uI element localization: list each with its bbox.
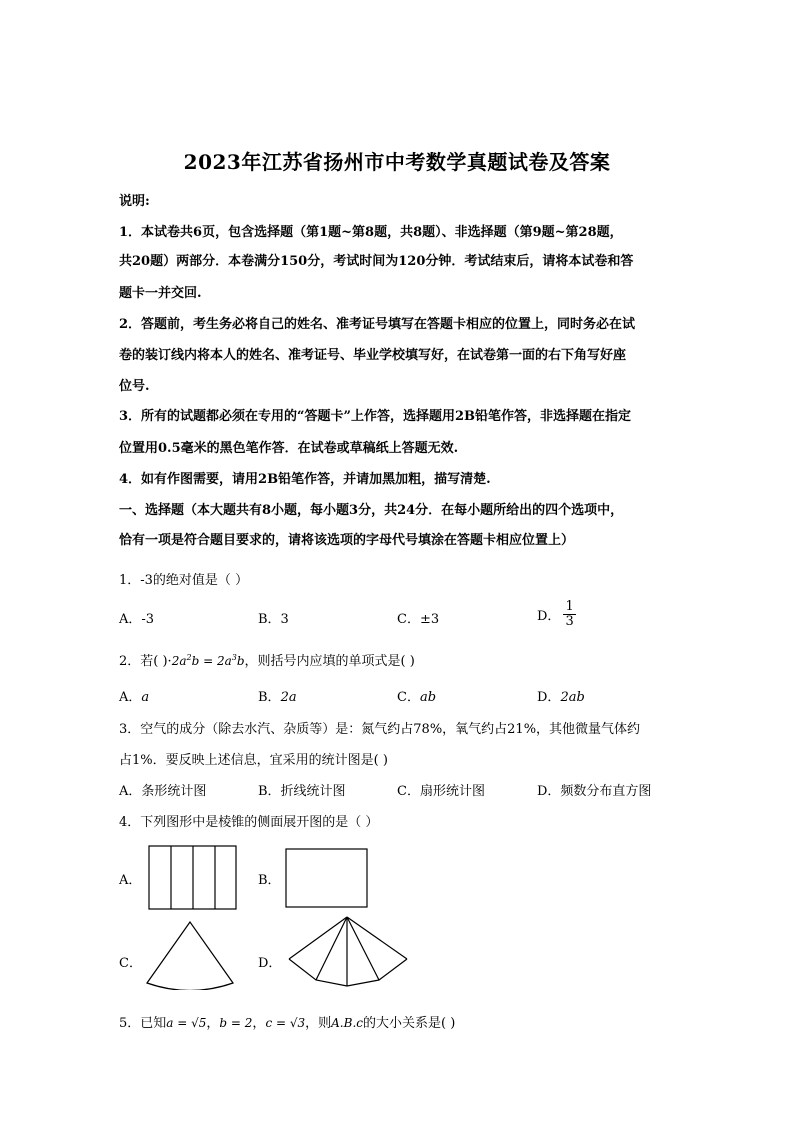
- section1-line2: 恰有一项是符合题目要求的，请将该选项的字母代号填涂在答题卡相应位置上）: [119, 533, 575, 548]
- q2-stem: [119, 650, 415, 669]
- figure-b-rectangle: [286, 849, 367, 907]
- q1-option-d-label: D．: [537, 609, 561, 624]
- q2-option-b: [258, 686, 297, 705]
- q2-expression: [172, 654, 245, 668]
- q5-math-a: a = √5: [166, 1016, 207, 1030]
- figure-d-fan: [289, 917, 407, 986]
- intro-p4: 4．如有作图需要，请用2B铅笔作答，并请加黑加粗，描写清楚.: [119, 472, 491, 487]
- q2-expr-sup1: 2: [186, 653, 192, 662]
- q4-figure-c: [140, 920, 240, 990]
- q2-option-d-value: 2ab: [560, 690, 585, 705]
- q2-expr-part2: b = 2a: [191, 654, 232, 668]
- q5-stem-middle: ，则: [305, 1016, 332, 1031]
- q3-option-c: C．扇形统计图: [397, 784, 485, 799]
- intro-p2-line2: 卷的装订线内将本人的姓名、准考证号、毕业学校填写好，在试卷第一面的右下角写好座: [119, 348, 627, 363]
- q4-figure-a: [148, 845, 238, 911]
- q3-option-d: D．频数分布直方图: [537, 784, 652, 799]
- q2-option-a-label: A．: [119, 690, 142, 705]
- q2-expr-sup2: 3: [231, 653, 237, 662]
- q2-expr-part3: b: [236, 654, 245, 668]
- q2-option-a: [119, 686, 149, 705]
- intro-p2-line3: 位号.: [119, 379, 150, 394]
- q4-figure-d: [283, 915, 413, 990]
- q2-option-c-label: C．: [397, 690, 420, 705]
- q1-option-d: [537, 600, 576, 629]
- q4-option-c-label: C．: [119, 956, 142, 971]
- q5-stem-suffix: 的大小关系是( ): [362, 1016, 456, 1031]
- q5-math-c: c = √3: [265, 1016, 306, 1030]
- q2-option-b-label: B．: [258, 690, 281, 705]
- q1-stem: 1．-3的绝对值是（ ）: [119, 573, 249, 588]
- q1-option-d-fraction: [563, 600, 575, 629]
- q1-option-a: A．-3: [119, 612, 155, 627]
- q1-option-b: B．3: [258, 612, 289, 627]
- q4-option-d-label: D．: [258, 956, 282, 971]
- q4-option-a-label: A．: [119, 873, 142, 888]
- intro-label: 说明:: [119, 194, 150, 209]
- q2-option-d: [537, 686, 585, 705]
- q3-stem-line1: 3．空气的成分（除去水汽、杂质等）是：氮气约占78%，氧气约占21%，其他微量气体约: [119, 722, 641, 737]
- q2-stem-suffix: ，则括号内应填的单项式是( ): [244, 654, 415, 669]
- q3-option-b: B．折线统计图: [258, 784, 346, 799]
- intro-p3-line2: 位置用0.5毫米的黑色笔作答．在试卷或草稿纸上答题无效.: [119, 441, 459, 456]
- intro-p2-line1: 2．答题前，考生务必将自己的姓名、准考证号填写在答题卡相应的位置上，同时务必在试: [119, 317, 636, 332]
- q5-separator-1: ，: [206, 1016, 220, 1031]
- q4-figure-b: [285, 848, 369, 910]
- fraction-denominator: 3: [565, 614, 574, 629]
- q2-option-c-value: ab: [419, 690, 437, 705]
- q3-option-a: A．条形统计图: [119, 784, 207, 799]
- q5-math-abc: A.B.c: [331, 1016, 363, 1030]
- q5-stem-prefix: 5．已知: [119, 1016, 167, 1031]
- q2-option-b-value: 2a: [280, 690, 297, 705]
- q5-math-b: b = 2: [219, 1016, 253, 1030]
- q2-stem-prefix: 2．若( )·: [119, 654, 172, 669]
- q2-option-c: [397, 686, 436, 705]
- q5-separator-2: ，: [252, 1016, 266, 1031]
- q4-stem: 4．下列图形中是棱锥的侧面展开图的是（ ）: [119, 815, 379, 830]
- intro-p3-line1: 3．所有的试题都必须在专用的“答题卡”上作答，选择题用2B铅笔作答，非选择题在指定: [119, 409, 632, 424]
- q4-option-b-label: B．: [258, 873, 281, 888]
- q2-expr-part1: 2a: [171, 654, 187, 668]
- q3-stem-line2: 占1%．要反映上述信息，宜采用的统计图是( ): [119, 753, 388, 768]
- q1-option-c: C．±3: [397, 612, 440, 627]
- q5-stem: [119, 1012, 455, 1031]
- intro-p1-line1: 1．本试卷共6页，包含选择题（第1题~第8题，共8题）、非选择题（第9题~第28题，: [119, 225, 623, 240]
- section1-line1: 一、选择题（本大题共有8小题，每小题3分，共24分．在每小题所给出的四个选项中，: [119, 503, 624, 518]
- page-title: 2023年江苏省扬州市中考数学真题试卷及答案: [183, 150, 611, 174]
- intro-p1-line3: 题卡一并交回.: [119, 286, 202, 301]
- intro-p1-line2: 共20题）两部分．本卷满分150分，考试时间为120分钟．考试结束后，请将本试卷和答: [119, 254, 634, 269]
- q2-option-a-value: a: [141, 690, 150, 705]
- figure-c-sector: [147, 922, 233, 990]
- q2-option-d-label: D．: [537, 690, 561, 705]
- fraction-numerator: 1: [565, 599, 574, 614]
